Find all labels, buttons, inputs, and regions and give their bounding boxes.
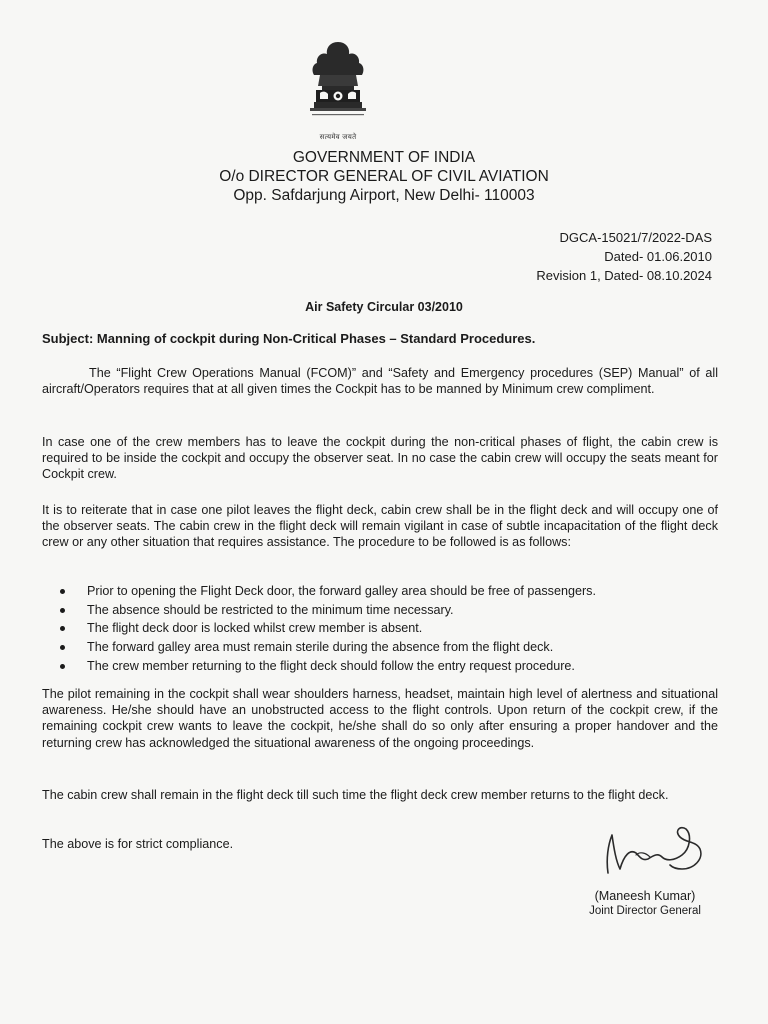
bullet-icon [60,626,65,631]
signatory-title: Joint Director General [589,905,701,917]
procedure-list [60,582,730,676]
state-emblem-graphic [300,38,376,142]
office-address: Opp. Safdarjung Airport, New Delhi- 110003 [233,187,535,204]
paragraph-text: The cabin crew shall remain in the flight deck till such time the flight deck crew member returns to the flight deck. [42,788,669,802]
state-emblem-icon [300,38,376,142]
paragraph-5 [42,787,718,803]
office-name: O/o DIRECTOR GENERAL OF CIVIL AVIATION [219,168,549,185]
reference-number: DGCA-15021/7/2022-DAS [559,230,712,245]
paragraph-text: The above is for strict compliance. [42,837,234,851]
list-item [60,619,730,638]
bullet-icon [60,589,65,594]
list-item-text: Prior to opening the Flight Deck door, the forward galley area should be free of passengers. [87,584,596,598]
paragraph-2 [42,434,718,483]
paragraph-4 [42,686,718,751]
subject-line: Subject: Manning of cockpit during Non-Critical Phases – Standard Procedures. [42,331,536,346]
signatory-name: (Maneesh Kumar) [594,889,696,903]
list-item-text: The flight deck door is locked whilst crew member is absent. [87,621,423,636]
bullet-icon [60,645,65,650]
circular-title: Air Safety Circular 03/2010 [305,300,463,314]
paragraph-text: The “Flight Crew Operations Manual (FCOM)” and “Safety and Emergency procedures (SEP) Manual” of all aircraft/Operators requires that at all given times the Cockpit has to be manned by Minimum crew compliment. [42,366,718,397]
list-item [60,601,730,620]
paragraph-1 [42,365,718,397]
issue-date: Dated- 01.06.2010 [604,249,712,264]
government-name: GOVERNMENT OF INDIA [292,149,476,166]
list-item [60,582,730,601]
letterhead [0,148,768,205]
list-item [60,657,730,676]
signature-graphic [596,815,726,885]
signatory-block [560,888,730,919]
reference-block [536,228,712,285]
bullet-icon [60,608,65,613]
paragraph-text: It is to reiterate that in case one pilot leaves the flight deck, cabin crew shall be in the flight deck and will occupy one of the observer seats. The cabin crew in the flight deck will remain vigilant in case of subtle incapacitation of the flight deck crew or any other situation that requires assistance. The procedure to be followed is as follows: [42,503,718,550]
paragraph-text: In case one of the crew members has to leave the cockpit during the non-critical phases of flight, the cabin crew is required to be inside the cockpit and occupy the observer seat. In no case the cabin crew will occupy the seats meant for Cockpit crew. [42,435,718,482]
list-item-text: The crew member returning to the flight deck should follow the entry request procedure. [87,658,575,673]
revision-date: Revision 1, Dated- 08.10.2024 [536,268,712,283]
emblem-motto: सत्यमेव जयते [319,134,357,141]
handwritten-signature [596,815,726,885]
list-item [60,638,730,657]
paragraph-text: The pilot remaining in the cockpit shall wear shoulders harness, headset, maintain high level of alertness and situational awareness. He/she should have an unobstructed access to the flight controls. Upon return of the cockpit crew, if the remaining cockpit crew wants to leave the cockpit, he/she shall do so only after ensuring a proper handover and the returning crew has acknowledged the situational awareness of the ongoing proceedings. [42,687,718,750]
bullet-icon [60,664,65,669]
paragraph-3 [42,502,718,551]
list-item-text: The forward galley area must remain sterile during the absence from the flight deck. [87,640,554,655]
list-item-text: The absence should be restricted to the minimum time necessary. [87,602,454,617]
